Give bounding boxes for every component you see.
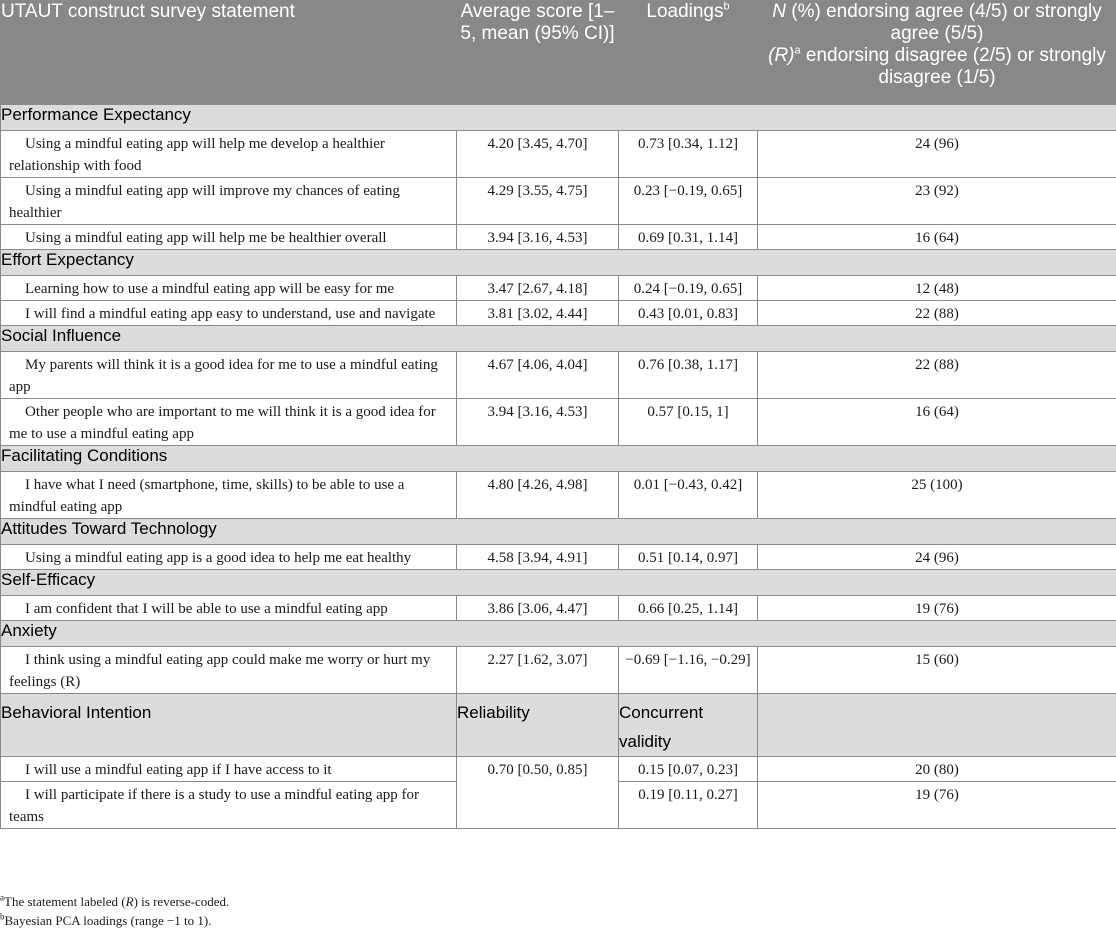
section-title: Effort Expectancy (1, 250, 1116, 276)
validity-cell: 0.15 [0.07, 0.23] (619, 757, 758, 782)
section-header-row (1, 326, 1116, 352)
section-title: Facilitating Conditions (1, 446, 1116, 472)
section-title: Self-Efficacy (1, 570, 1116, 596)
section-header-row (1, 621, 1116, 647)
table-row (1, 352, 1116, 399)
table-row (1, 545, 1116, 570)
table-row (1, 472, 1116, 519)
score-cell: 4.67 [4.06, 4.04] (457, 352, 619, 399)
header-loadings: Loadings$^b$ (619, 1, 758, 105)
statement-cell: Using a mindful eating app will improve my chances of eating healthier (1, 178, 457, 225)
loading-cell: 0.43 [0.01, 0.83] (619, 301, 758, 326)
table-row (1, 225, 1116, 250)
section-title: Social Influence (1, 326, 1116, 352)
endorsement-cell: 24 (96) (758, 545, 1116, 570)
loading-cell: 0.76 [0.38, 1.17] (619, 352, 758, 399)
section-header-row (1, 519, 1116, 545)
reliability-cell: 0.70 [0.50, 0.85] (457, 757, 619, 829)
loading-cell: 0.24 [−0.19, 0.65] (619, 276, 758, 301)
score-cell: 4.29 [3.55, 4.75] (457, 178, 619, 225)
header-endorsement: N (%) endorsing agree (4/5) or strongly agree (5/5) $(R)^a$ endorsing disagree (2/5) or strongly disagree (1/5) (758, 1, 1116, 105)
validity-cell: 0.19 [0.11, 0.27] (619, 782, 758, 829)
loading-cell: 0.66 [0.25, 1.14] (619, 596, 758, 621)
section-title: Attitudes Toward Technology (1, 519, 1116, 545)
loading-cell: 0.73 [0.34, 1.12] (619, 131, 758, 178)
table-row (1, 596, 1116, 621)
header-average-score: Average score [1–5, mean (95% CI)] (457, 1, 619, 105)
table-row (1, 757, 1116, 782)
statement-cell: I will find a mindful eating app easy to understand, use and navigate (1, 301, 457, 326)
header-row (1, 1, 1116, 105)
section-header-row (1, 105, 1116, 131)
endorsement-cell: 15 (60) (758, 647, 1116, 694)
endorsement-cell: 24 (96) (758, 131, 1116, 178)
endorsement-cell: 23 (92) (758, 178, 1116, 225)
table-row (1, 399, 1116, 446)
empty-header-cell (758, 694, 1116, 757)
concurrent-validity-header: Concurrent validity (619, 694, 758, 757)
score-cell: 3.81 [3.02, 4.44] (457, 301, 619, 326)
table-row (1, 301, 1116, 326)
endorsement-cell: 20 (80) (758, 757, 1116, 782)
endorsement-cell: 16 (64) (758, 399, 1116, 446)
loading-cell: 0.01 [−0.43, 0.42] (619, 472, 758, 519)
footnote-a: $^a$The statement labeled (R) is reverse-coded. (0, 892, 230, 909)
statement-cell: Using a mindful eating app is a good idea to help me eat healthy (1, 545, 457, 570)
score-cell: 3.47 [2.67, 4.18] (457, 276, 619, 301)
statement-cell: I will use a mindful eating app if I have access to it (1, 757, 457, 782)
footnote-a-marker: a (794, 44, 801, 57)
loading-cell: 0.23 [−0.19, 0.65] (619, 178, 758, 225)
section-title: Anxiety (1, 621, 1116, 647)
endorsement-cell: 19 (76) (758, 596, 1116, 621)
score-cell: 2.27 [1.62, 3.07] (457, 647, 619, 694)
loading-cell: 0.51 [0.14, 0.97] (619, 545, 758, 570)
statement-cell: I think using a mindful eating app could make me worry or hurt my feelings (R) (1, 647, 457, 694)
endorsement-cell: 25 (100) (758, 472, 1116, 519)
section-header-row (1, 446, 1116, 472)
endorsement-cell: 22 (88) (758, 352, 1116, 399)
score-cell: 4.58 [3.94, 4.91] (457, 545, 619, 570)
score-cell: 3.86 [3.06, 4.47] (457, 596, 619, 621)
statement-cell: I am confident that I will be able to use a mindful eating app (1, 596, 457, 621)
loading-cell: 0.57 [0.15, 1] (619, 399, 758, 446)
statement-cell: Using a mindful eating app will help me develop a healthier relationship with food (1, 131, 457, 178)
endorsement-cell: 12 (48) (758, 276, 1116, 301)
reliability-header: Reliability (457, 694, 619, 757)
section-title: Performance Expectancy (1, 105, 1116, 131)
statement-cell: I will participate if there is a study to use a mindful eating app for teams (1, 782, 457, 829)
section-header-row (1, 694, 1116, 757)
table-row (1, 178, 1116, 225)
section-header-row (1, 250, 1116, 276)
table-row (1, 131, 1116, 178)
statement-cell: I have what I need (smartphone, time, skills) to be able to use a mindful eating app (1, 472, 457, 519)
score-cell: 3.94 [3.16, 4.53] (457, 399, 619, 446)
footnote-b-marker: b (723, 0, 730, 13)
table-row (1, 647, 1116, 694)
score-cell: 4.80 [4.26, 4.98] (457, 472, 619, 519)
section-header-row (1, 570, 1116, 596)
score-cell: 3.94 [3.16, 4.53] (457, 225, 619, 250)
score-cell: 4.20 [3.45, 4.70] (457, 131, 619, 178)
statement-cell: Using a mindful eating app will help me be healthier overall (1, 225, 457, 250)
footnote-b: $^b$Bayesian PCA loadings (range −1 to 1). (0, 911, 212, 928)
loading-cell: 0.69 [0.31, 1.14] (619, 225, 758, 250)
statement-cell: My parents will think it is a good idea for me to use a mindful eating app (1, 352, 457, 399)
endorsement-cell: 16 (64) (758, 225, 1116, 250)
statement-cell: Other people who are important to me will think it is a good idea for me to use a mindful eating app (1, 399, 457, 446)
endorsement-cell: 19 (76) (758, 782, 1116, 829)
endorsement-cell: 22 (88) (758, 301, 1116, 326)
loading-cell: −0.69 [−1.16, −0.29] (619, 647, 758, 694)
table-row (1, 276, 1116, 301)
section-title: Behavioral Intention (1, 694, 457, 757)
header-statement: UTAUT construct survey statement (1, 1, 457, 105)
statement-cell: Learning how to use a mindful eating app will be easy for me (1, 276, 457, 301)
